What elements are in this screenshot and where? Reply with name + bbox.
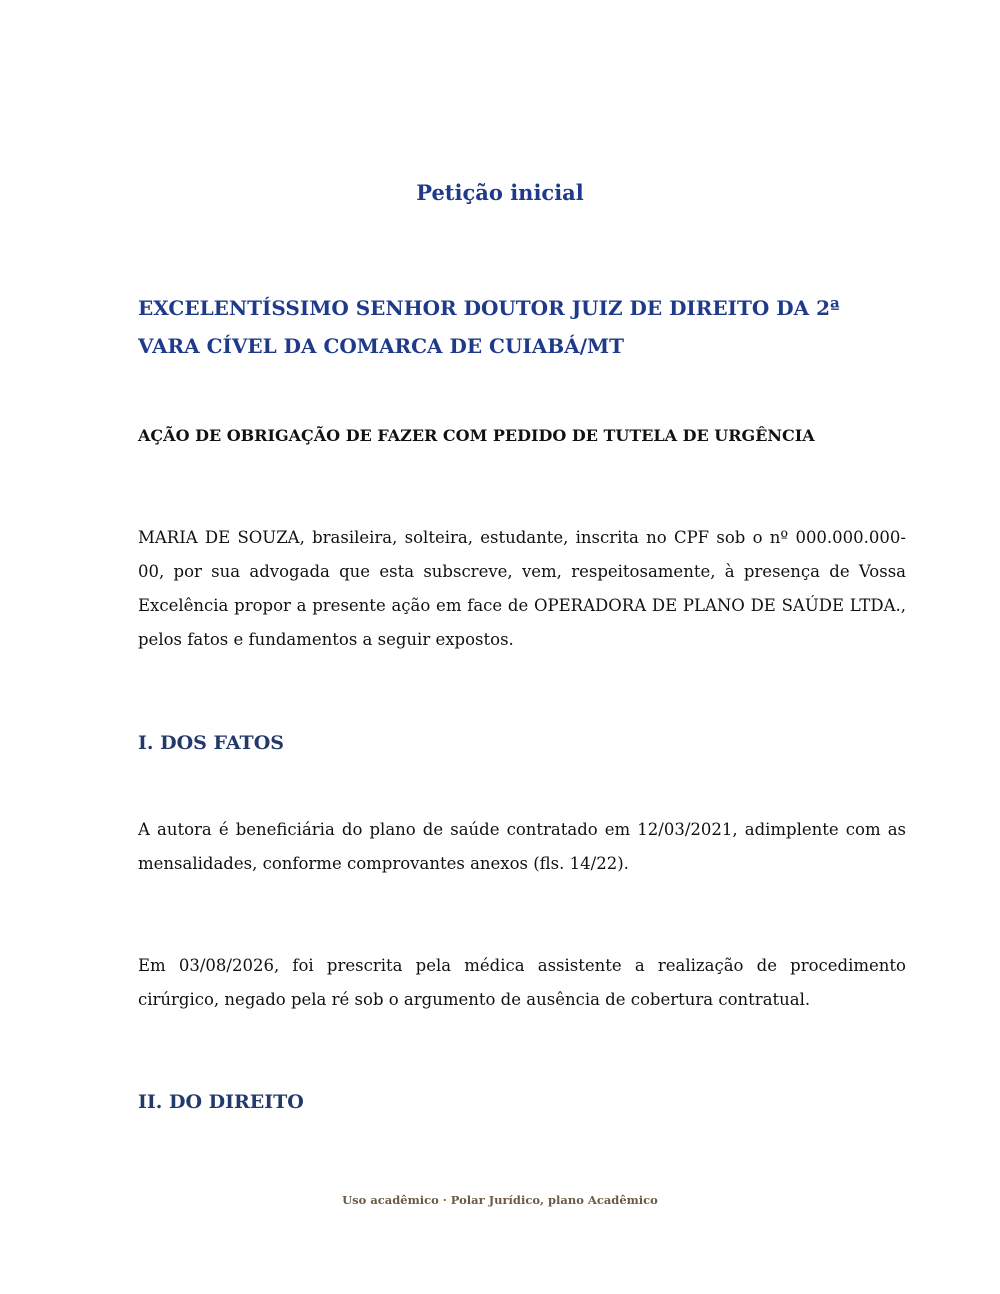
section-heading-fatos: I. DOS FATOS [138,732,284,754]
action-title: AÇÃO DE OBRIGAÇÃO DE FAZER COM PEDIDO DE TUTELA DE URGÊNCIA [138,426,815,445]
document-title: Petição inicial [416,180,584,205]
fatos-paragraph-2: Em 03/08/2026, foi prescrita pela médica assistente a realização de procedimento cirúrgico, negado pela ré sob o argumento de ausência de cobertura contratual. [138,956,906,1009]
addressee-heading: EXCELENTÍSSIMO SENHOR DOUTOR JUIZ DE DIREITO DA 2ª VARA CÍVEL DA COMARCA DE CUIABÁ/MT [138,296,840,358]
section-heading-direito: II. DO DIREITO [138,1091,304,1113]
intro-paragraph: MARIA DE SOUZA, brasileira, solteira, estudante, inscrita no CPF sob o nº 000.000.000-00, por sua advogada que esta subscreve, vem, respeitosamente, à presença de Vossa Excelência propor a presente ação em face de OPERADORA DE PLANO DE SAÚDE LTDA., pelos fatos e fundamentos a seguir expostos. [138,528,906,649]
fatos-paragraph-1: A autora é beneficiária do plano de saúde contratado em 12/03/2021, adimplente com as mensalidades, conforme comprovantes anexos (fls. 14/22). [138,820,906,873]
page-footer: Uso acadêmico · Polar Jurídico, plano Acadêmico [342,1193,658,1207]
